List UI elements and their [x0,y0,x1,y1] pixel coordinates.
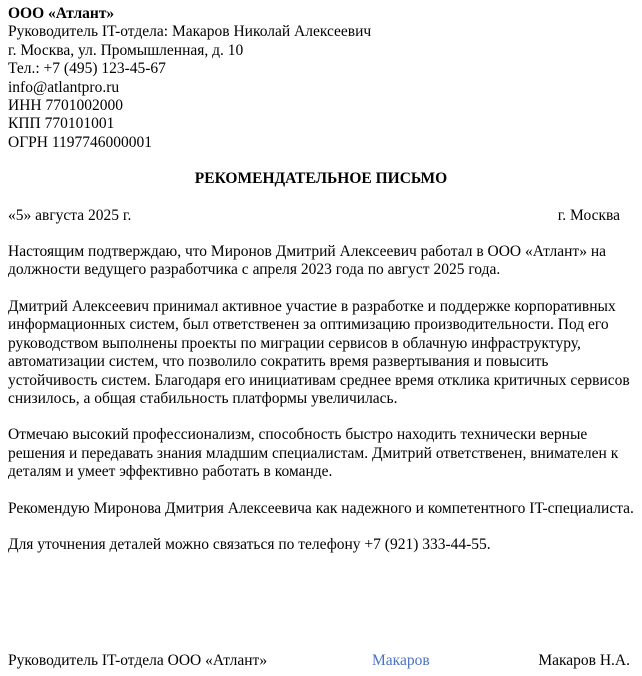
paragraph-recommendation: Рекомендую Миронова Дмитрия Алексеевича как надежного и компетентного IT-специалиста. [8,499,634,517]
paragraph-responsibilities: Дмитрий Алексеевич принимал активное участие в разработке и поддержке корпоративных информационных систем, был ответственен за оптимизацию производительности. Под его руководством выполнены проекты по миграции сервисов в облачную инфраструктуру, автоматизации систем, что позволило сократить время развертывания и повысить устойчивость систем. Благодаря его инициативам среднее время отклика критичных сервисов снизилось, а общая стабильность платформы увеличилась. [8,297,630,407]
company-name: ООО «Атлант» [8,5,115,22]
company-address: г. Москва, ул. Промышленная, д. 10 [8,41,244,59]
company-kpp: КПП 770101001 [8,115,115,133]
signature-block [8,652,630,670]
letterhead [8,5,634,152]
signer-name: Макаров Н.А. [538,652,630,669]
letter-date: «5» августа 2025 г. [8,206,132,224]
date-line [8,207,634,225]
paragraph-employment: Настоящим подтверждаю, что Миронов Дмитрий Алексеевич работал в ООО «Атлант» на должности ведущего разработчика с апреля 2023 года по август 2025 года. [8,243,607,279]
company-email: info@atlantpro.ru [8,78,120,96]
handwritten-signature: Макаров [372,652,430,669]
company-ogrn: ОГРН 1197746000001 [8,133,153,151]
letter-title: РЕКОМЕНДАТЕЛЬНОЕ ПИСЬМО [194,170,448,188]
letter-page [8,5,634,554]
letter-city: г. Москва [557,206,620,224]
company-phone: Тел.: +7 (495) 123-45-67 [8,60,166,78]
head-of-department: Руководитель IT-отдела: Макаров Николай Алексеевич [8,23,372,41]
paragraph-qualities: Отмечаю высокий профессионализм, способность быстро находить технически верные решения и передавать знания младшим специалистам. Дмитрий ответственен, внимателен к деталям и умеет эффективно работать в команде. [8,426,619,481]
paragraph-contact: Для уточнения деталей можно связаться по телефону +7 (921) 333-44-55. [8,535,491,553]
signer-position: Руководитель IT-отдела ООО «Атлант» [8,652,268,669]
company-inn: ИНН 7701002000 [8,97,123,115]
